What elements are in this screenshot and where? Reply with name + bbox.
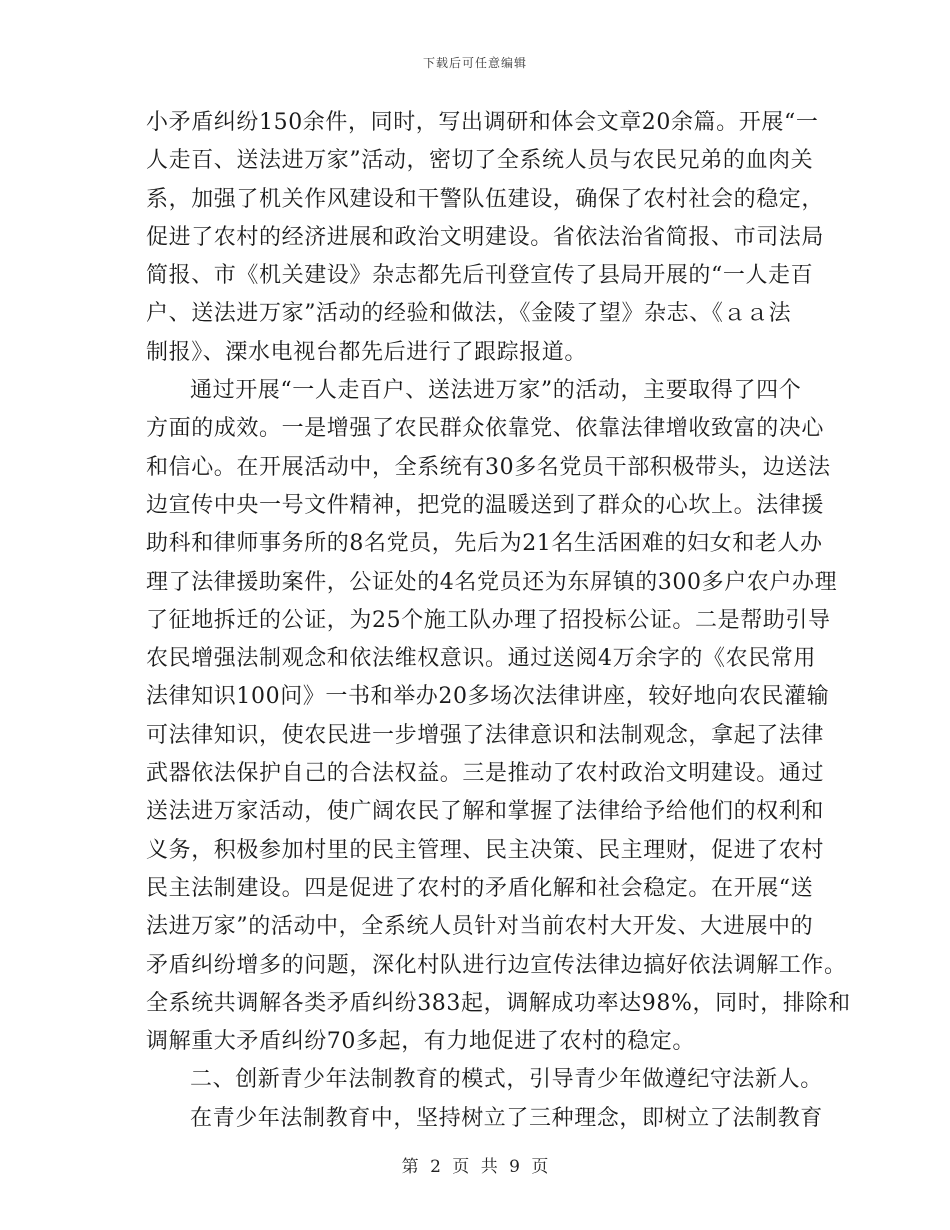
text-line: 农民增强法制观念和依法维权意识。通过送阅4万余字的《农民常用	[146, 646, 816, 672]
text-line: 简报、市《机关建设》杂志都先后刊登宣传了县局开展的“一人走百	[146, 263, 814, 289]
text-line: 在青少年法制教育中，坚持树立了三种理念，即树立了法制教育	[190, 1105, 823, 1131]
text-line: 二、创新青少年法制教育的模式，引导青少年做遵纪守法新人。	[190, 1067, 823, 1093]
text-line: 可法律知识，使农民进一步增强了法律意识和法制观念，拿起了法律	[146, 722, 825, 748]
document-body	[146, 104, 851, 1138]
text-line: 小矛盾纠纷150余件，同时，写出调研和体会文章20余篇。开展“一	[146, 110, 819, 135]
text-line: 全系统共调解各类矛盾纠纷383起，调解成功率达98%，同时，排除和	[146, 990, 851, 1016]
text-line: 人走百、送法进万家”活动，密切了全系统人员与农民兄弟的血肉关	[146, 148, 814, 174]
text-line: 促进了农村的经济进展和政治文明建设。省依法治省简报、市司法局	[146, 224, 825, 250]
text-line: 和信心。在开展活动中，全系统有30多名党员干部积极带头，边送法	[146, 454, 831, 480]
text-line: 方面的成效。一是增强了农民群众依靠党、依靠法律增收致富的决心	[146, 416, 825, 442]
text-line: 了征地拆迁的公证，为25个施工队办理了招投标公证。二是帮助引导	[146, 607, 831, 633]
text-line: 理了法律援助案件，公证处的4名党员还为东屏镇的300多户农户办理	[146, 569, 838, 595]
text-line: 民主法制建设。四是促进了农村的矛盾化解和社会稳定。在开展“送	[146, 875, 814, 901]
text-line: 法进万家”的活动中，全系统人员针对当前农村大开发、大进展中的	[146, 914, 814, 940]
text-line: 送法进万家活动，使广阔农民了解和掌握了法律给予给他们的权利和	[146, 799, 825, 825]
text-line: 边宣传中央一号文件精神，把党的温暖送到了群众的心坎上。法律援	[146, 492, 825, 518]
text-line: 通过开展“一人走百户、送法进万家”的活动，主要取得了四个	[190, 378, 802, 404]
text-line: 法律知识100问》一书和举办20多场次法律讲座，较好地向农民灌输	[146, 684, 830, 710]
text-line: 矛盾纠纷增多的问题，深化村队进行边宣传法律边搞好依法调解工作。	[146, 952, 847, 978]
text-line: 武器依法保护自己的合法权益。三是推动了农村政治文明建设。通过	[146, 761, 825, 787]
page-header: 下载后可任意编辑	[422, 56, 527, 70]
text-line: 户、送法进万家”活动的经验和做法，《金陵了望》杂志、《ａａ法	[146, 301, 792, 327]
text-line: 助科和律师事务所的8名党员，先后为21名生活困难的妇女和老人办	[146, 531, 823, 557]
text-line: 系，加强了机关作风建设和干警队伍建设，确保了农村社会的稳定，	[146, 186, 825, 212]
text-line: 义务，积极参加村里的民主管理、民主决策、民主理财，促进了农村	[146, 837, 825, 863]
text-line: 制报》、溧水电视台都先后进行了跟踪报道。	[146, 339, 588, 365]
page-footer: 第 2 页 共 9 页	[401, 1157, 549, 1177]
text-line: 调解重大矛盾纠纷70多起，有力地促进了农村的稳定。	[146, 1029, 695, 1055]
